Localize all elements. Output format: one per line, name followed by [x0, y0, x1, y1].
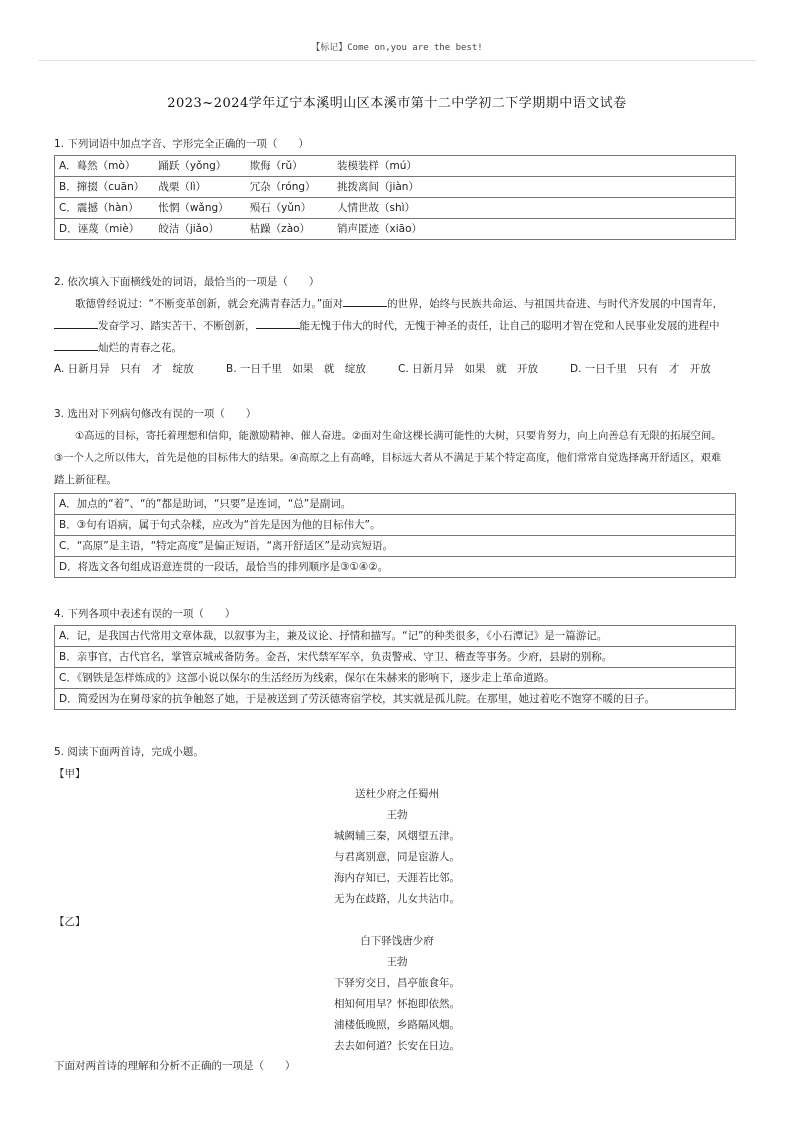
option-row[interactable] — [55, 689, 736, 710]
options-table — [54, 625, 736, 710]
passage-text: 能无愧于伟大的时代，无愧于神圣的责任，让自己的聪明才智在党和人民事业发展的进程中 — [299, 320, 720, 332]
question-stem: 2. 依次填入下面横线处的词语，最恰当的一项是（ ） — [54, 276, 320, 288]
question-stem: 1. 下列词语中加点字音、字形完全正确的一项（ ） — [54, 138, 309, 150]
passage-line: ③一个人之所以伟大，首先是他的目标伟大的结果。④高原之上有高峰，目标远大者从不满足于某个特定高度，他们常常自觉选择离开舒适区，艰难 — [54, 452, 722, 464]
option-cell: 怅惘（wǎng） — [158, 202, 229, 214]
option-cell: 战栗（lì） — [158, 181, 207, 193]
poem-a — [0, 784, 794, 910]
option-text: B．亲事官，古代官名，掌管京城戒备防务。金吾，宋代禁军军卒，负责警戒、守卫、稽查等事务。少府，县尉的别称。 — [55, 647, 736, 668]
poem-b — [0, 931, 794, 1057]
option-row[interactable] — [55, 219, 736, 240]
passage-text: 灿烂的青春之花。 — [98, 342, 182, 354]
option-row[interactable] — [55, 494, 736, 515]
fill-blank[interactable] — [343, 296, 387, 307]
option-row[interactable] — [55, 515, 736, 536]
poem-title: 白下驿饯唐少府 — [360, 935, 434, 947]
question-1 — [54, 136, 736, 240]
choice-d[interactable]: D. 一日千里 只有 才 开放 — [570, 363, 711, 375]
option-row[interactable] — [55, 156, 736, 177]
option-text: D．将选文各句组成语意连贯的一段话，最恰当的排列顺序是③①④②。 — [55, 557, 736, 578]
fill-blank[interactable] — [54, 318, 98, 329]
option-row[interactable] — [55, 536, 736, 557]
poem-line: 相知何用早？怀抱即依然。 — [334, 998, 460, 1010]
choice-c[interactable]: C. 日新月异 如果 就 开放 — [398, 363, 539, 375]
question-stem: 4. 下列各项中表述有误的一项（ ） — [54, 608, 236, 620]
option-cell: B．撺掇（cuān） — [59, 181, 145, 193]
poem-title: 送杜少府之任蜀州 — [355, 788, 439, 800]
passage-line: 踏上新征程。 — [54, 474, 117, 486]
poem-line: 浦楼低晚照，乡路隔风烟。 — [334, 1019, 460, 1031]
fill-blank[interactable] — [54, 340, 98, 351]
passage-text: 发奋学习、踏实苦干、不断创新， — [98, 320, 256, 332]
option-text: C．“高原”是主语，“特定高度”是偏正短语，“离开舒适区”是动宾短语。 — [55, 536, 736, 557]
option-cell: A．蓦然（mò） — [59, 160, 136, 172]
passage-line — [54, 337, 736, 359]
header-note: 【标记】Come on,you are the best! — [311, 43, 483, 53]
poem-line: 下驿穷交日，昌亭旅食年。 — [334, 977, 460, 989]
option-text: A．加点的“着”、“的”都是助词，“只要”是连词，“总”是副词。 — [55, 494, 736, 515]
question-stem: 5. 阅读下面两首诗，完成小题。 — [54, 746, 204, 758]
question-4 — [54, 606, 736, 710]
option-text: D．简爱因为在舅母家的抗争触怒了她，于是被送到了劳沃德寄宿学校，其实就是孤儿院。在那里，她过着吃不饱穿不暖的日子。 — [55, 689, 736, 710]
option-cell: 欺侮（rǔ） — [249, 160, 303, 172]
option-cell: 殒石（yǔn） — [249, 202, 312, 214]
poem-line: 城阙辅三秦，风烟望五津。 — [334, 830, 460, 842]
passage-line — [54, 315, 736, 337]
poem-tag-a: 【甲】 — [54, 768, 86, 780]
poem-line: 海内存知已，天涯若比邻。 — [334, 872, 460, 884]
option-cell: 装模装样（mú） — [337, 160, 417, 172]
options-table — [54, 155, 736, 240]
option-cell: 冗杂（róng） — [249, 181, 316, 193]
option-cell: 人情世故（shì） — [337, 202, 416, 214]
option-row[interactable] — [55, 668, 736, 689]
fill-blank[interactable] — [256, 318, 300, 329]
passage-text: 歌德曾经说过：“不断变革创新，就会充满青春活力。”面对 — [75, 298, 344, 310]
question-5 — [54, 744, 736, 763]
question-2 — [54, 274, 736, 379]
passage-text: 的世界，始终与民族共命运、与祖国共奋进、与时代齐发展的中国青年， — [387, 298, 724, 310]
option-cell: 踊跃（yǒng） — [158, 160, 227, 172]
poem-line: 去去如何道？长安在日边。 — [334, 1040, 460, 1052]
option-cell: 枯躁（zào） — [249, 223, 311, 235]
choice-a[interactable]: A. 日新月异 只有 才 绽放 — [54, 363, 194, 375]
option-row[interactable] — [55, 177, 736, 198]
poem-tag-b: 【乙】 — [54, 916, 86, 928]
option-text: B．③句有语病，属于句式杂糅，应改为“首先是因为他的目标伟大”。 — [55, 515, 736, 536]
option-row[interactable] — [55, 198, 736, 219]
option-cell: C．震撼（hàn） — [59, 202, 139, 214]
header-divider — [38, 60, 756, 61]
poem-author: 王勃 — [386, 956, 408, 968]
passage-line — [54, 293, 736, 315]
question-stem: 3. 选出对下列病句修改有误的一项（ ） — [54, 408, 257, 420]
option-cell: 销声匿迹（xiāo） — [337, 223, 423, 235]
poem-line: 与君离别意，同是宦游人。 — [334, 851, 460, 863]
options-table — [54, 493, 736, 578]
option-row[interactable] — [55, 557, 736, 578]
question-3 — [54, 406, 736, 578]
passage-line: ①高远的目标，寄托着理想和信仰，能激励精神、催人奋进。②面对生命这棵长满可能性的大树，只要肯努力，向上向善总有无限的拓展空间。 — [75, 430, 722, 442]
choice-b[interactable]: B. 一日千里 如果 就 绽放 — [226, 363, 366, 375]
option-text: A．记，是我国古代常用文章体裁，以叙事为主，兼及议论、抒情和描写。“记”的种类很多，《小石潭记》是一篇游记。 — [55, 626, 736, 647]
option-cell: 皎洁（jiǎo） — [158, 223, 220, 235]
page-title: 2023~2024学年辽宁本溪明山区本溪市第十二中学初二下学期期中语文试卷 — [167, 96, 627, 111]
option-text: C．《钢铁是怎样炼成的》这部小说以保尔的生活经历为线索，保尔在朱赫来的影响下，逐步走上革命道路。 — [55, 668, 736, 689]
option-cell: D．诬蔑（miè） — [59, 223, 140, 235]
poem-line: 无为在歧路，儿女共沾巾。 — [334, 893, 460, 905]
option-cell: 挑拨离间（jiàn） — [337, 181, 419, 193]
option-row[interactable] — [55, 647, 736, 668]
option-row[interactable] — [55, 626, 736, 647]
poem-author: 王勃 — [386, 809, 408, 821]
answer-choices — [54, 359, 736, 379]
sub-question: 下面对两首诗的理解和分析不正确的一项是（ ） — [54, 1060, 296, 1072]
